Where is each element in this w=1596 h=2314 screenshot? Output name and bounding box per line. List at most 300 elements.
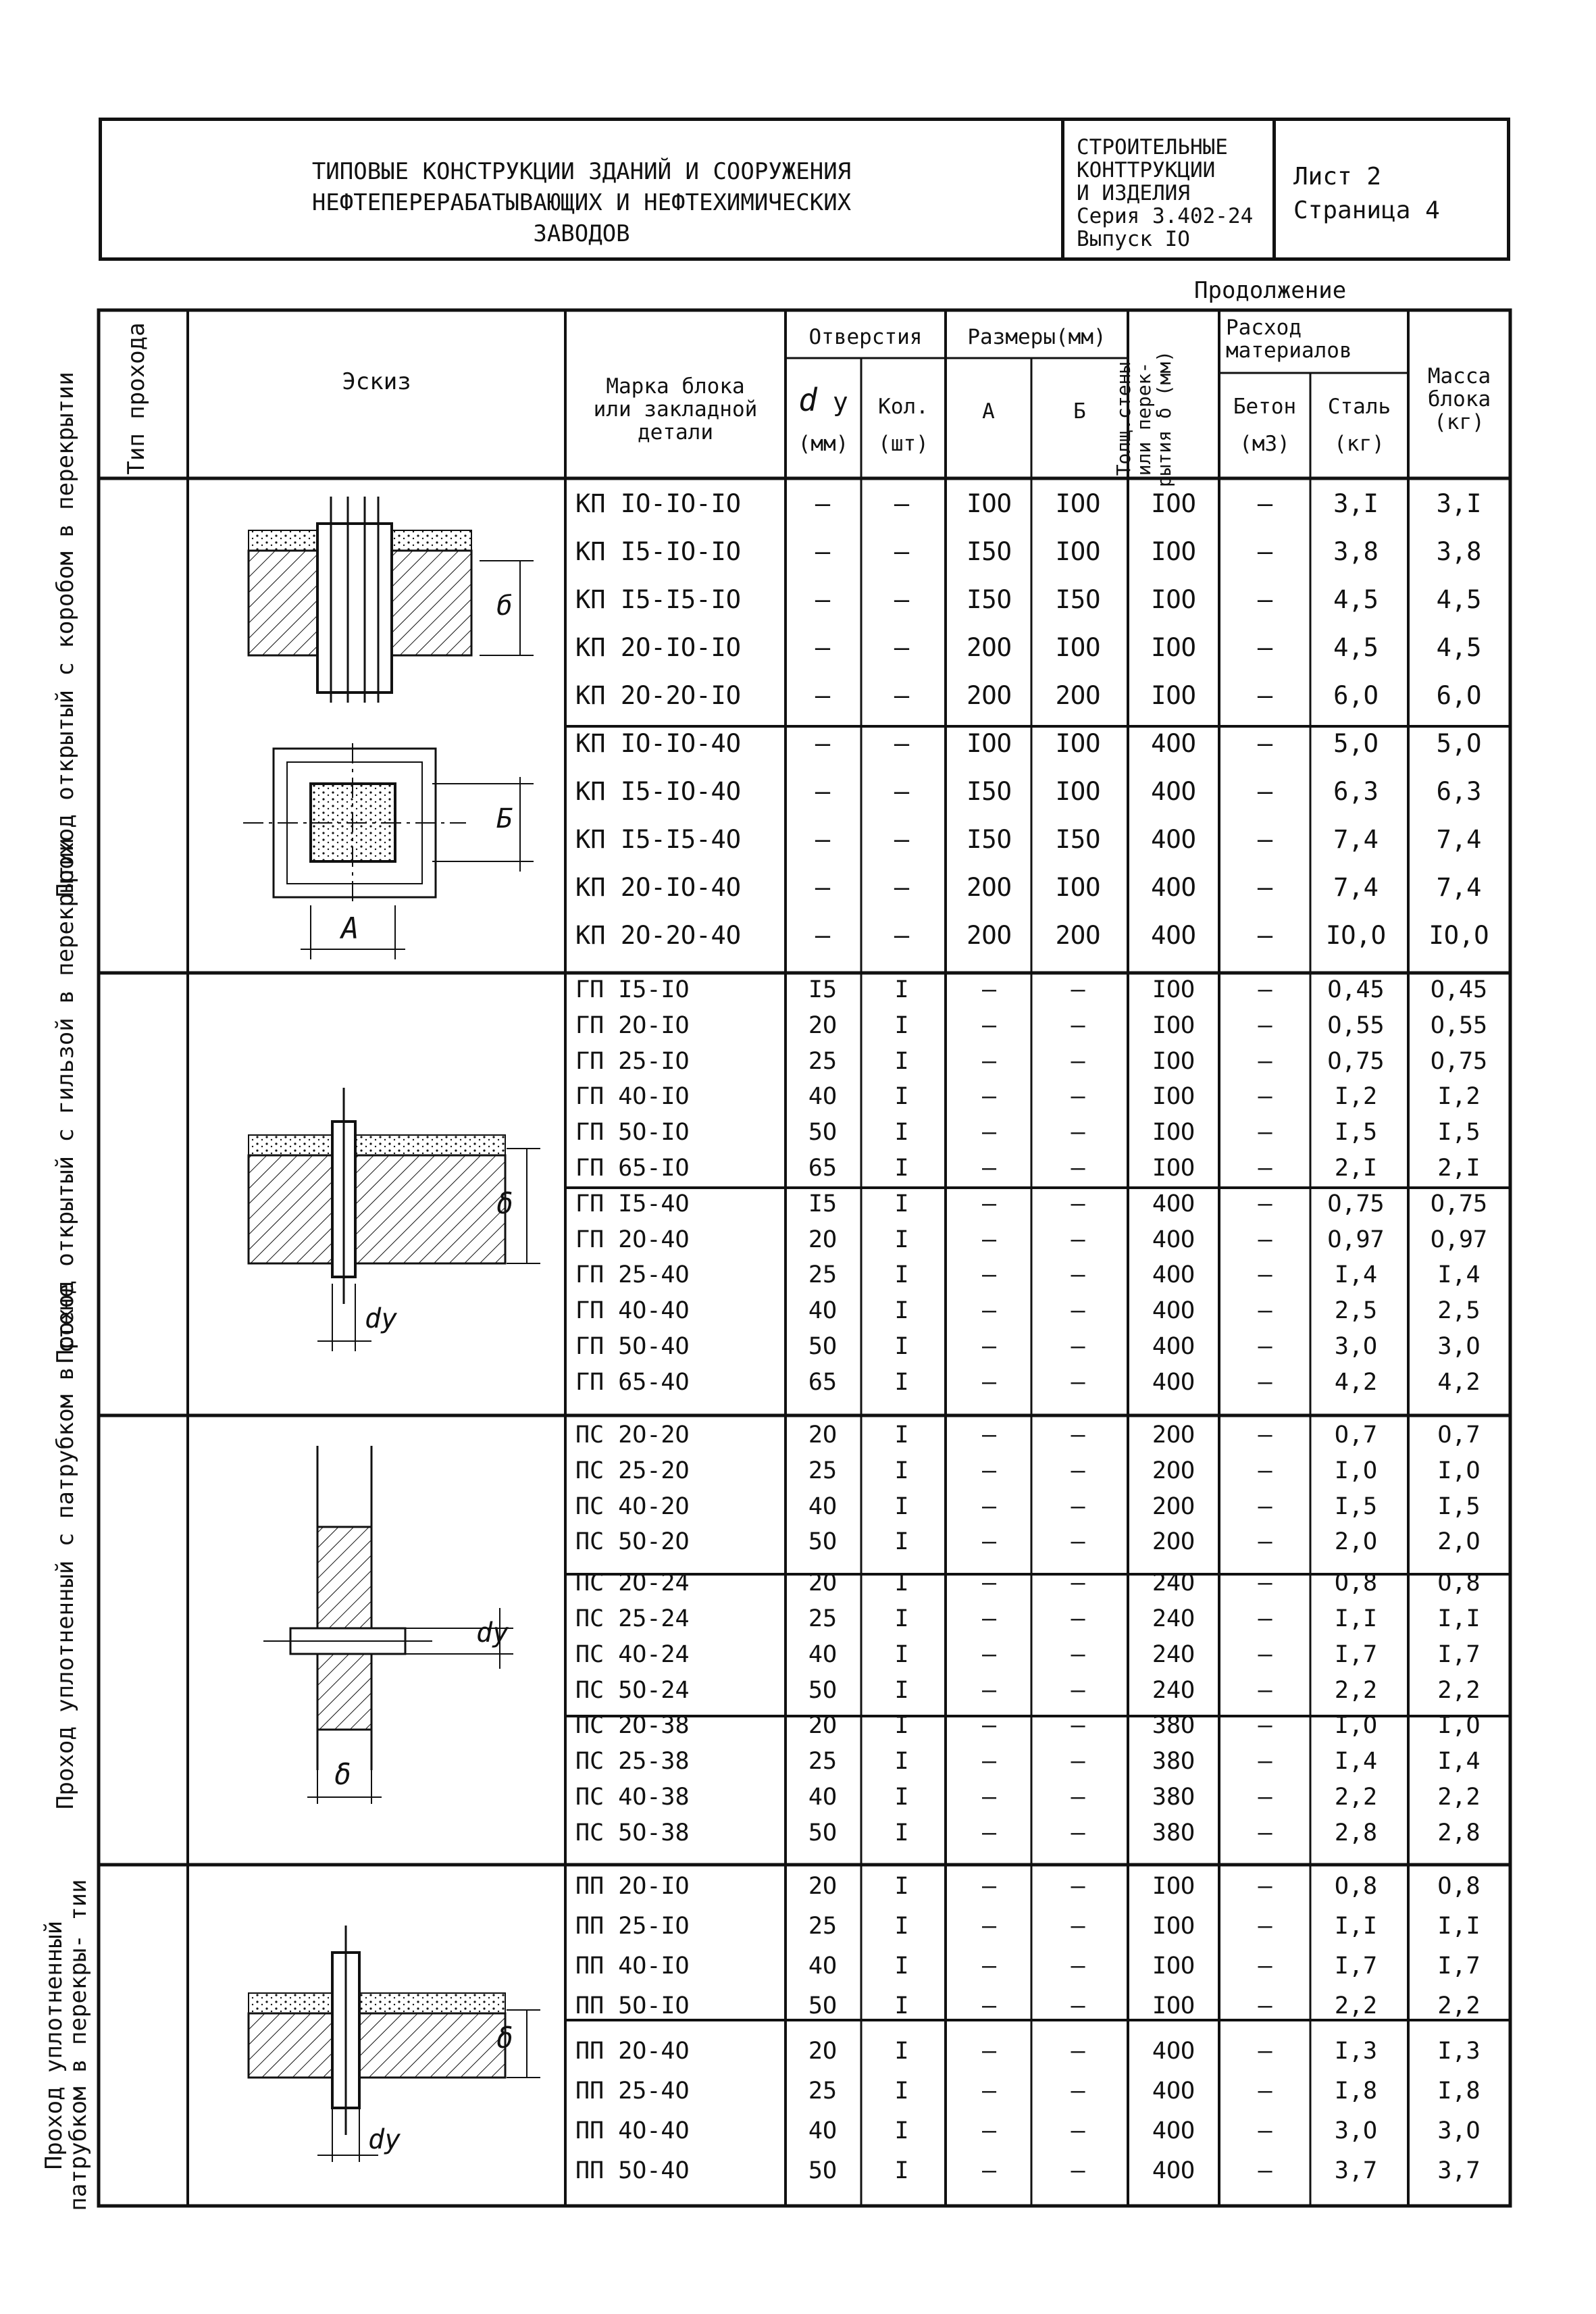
cell-a: –	[981, 1011, 997, 1039]
series-line-4: Серия 3.402-24	[1077, 204, 1254, 228]
cell-mass: O,45	[1430, 976, 1488, 1003]
sheet-number: Лист 2	[1293, 163, 1382, 191]
cell-mark: ПС 25-38	[575, 1748, 690, 1776]
header-dy-symbol: d	[798, 382, 817, 418]
cell-a: –	[981, 1422, 997, 1449]
cell-dy: –	[815, 921, 831, 950]
series-line-5: Выпуск IO	[1077, 227, 1190, 251]
cell-mass: O,8	[1437, 1873, 1481, 1900]
sketch4-dim-delta: δ	[496, 2021, 514, 2055]
cell-b: IOO	[1055, 777, 1101, 806]
cell-beton: –	[1258, 1819, 1272, 1846]
cell-beton: –	[1258, 1190, 1272, 1217]
cell-dy: 2O	[808, 1569, 838, 1597]
header-sketch: Эскиз	[342, 368, 411, 395]
cell-steel: I,O	[1334, 1712, 1378, 1740]
cell-dy: 25	[808, 1047, 838, 1075]
cell-beton: –	[1258, 1457, 1272, 1484]
cell-a: –	[981, 1992, 997, 2019]
cell-mark: ПС 5O-2O	[575, 1528, 690, 1556]
cell-beton: –	[1258, 1873, 1272, 1900]
cell-b: IOO	[1055, 729, 1101, 758]
cell-mark: ПП 4O-4O	[575, 2117, 690, 2144]
cell-wall: IOO	[1152, 1083, 1195, 1111]
cell-beton: –	[1258, 1083, 1272, 1111]
cell-wall: 4OO	[1152, 1333, 1195, 1360]
cell-wall: 4OO	[1152, 1190, 1195, 1217]
cell-a: –	[981, 1492, 997, 1520]
header-kol: Кол.	[878, 395, 929, 419]
cell-mass: 4,5	[1436, 585, 1482, 614]
cell-a: 2OO	[967, 633, 1012, 662]
cell-mark: ГП 2O-4O	[575, 1226, 690, 1253]
cell-b: IOO	[1055, 489, 1101, 518]
header-consumption	[1226, 316, 1352, 362]
cell-kol: –	[894, 537, 910, 566]
cell-steel: 4,2	[1334, 1368, 1378, 1396]
title-line-2: НЕФТЕПЕРЕРАБАТЫВАЮЩИХ И НЕФТЕХИМИЧЕСКИХ	[311, 189, 852, 216]
cell-mark: ГП 2O-IO	[575, 1011, 690, 1039]
header-b: Б	[1073, 399, 1086, 424]
cell-a: –	[981, 1748, 997, 1776]
header-a: А	[982, 399, 995, 424]
cell-mass: I,I	[1437, 1605, 1481, 1632]
cell-mark: ПС 2O-24	[575, 1569, 690, 1597]
cell-b: –	[1071, 976, 1085, 1003]
cell-wall: 24O	[1152, 1569, 1195, 1597]
cell-a: –	[981, 1569, 997, 1597]
cell-mark: ПП 5O-IO	[575, 1992, 690, 2019]
cell-a: 2OO	[967, 921, 1012, 950]
cell-a: 2OO	[967, 681, 1012, 710]
cell-mark: ГП 5O-4O	[575, 1333, 690, 1360]
cell-a: –	[981, 1676, 997, 1704]
cell-wall: IOO	[1152, 1913, 1195, 1940]
cell-a: –	[981, 2117, 997, 2144]
cell-steel: I,5	[1334, 1492, 1378, 1520]
cell-steel: 7,4	[1333, 873, 1379, 902]
cell-wall: 24O	[1152, 1640, 1195, 1668]
cell-wall: IOO	[1152, 1119, 1195, 1147]
cell-beton: –	[1257, 585, 1273, 614]
cell-mark: КП IO-IO-IO	[575, 489, 742, 518]
cell-mass: IO,O	[1428, 921, 1489, 950]
cell-b: –	[1071, 1873, 1085, 1900]
cell-b: –	[1071, 1011, 1085, 1039]
cell-beton: –	[1258, 1226, 1272, 1253]
cell-kol: I	[894, 1368, 909, 1396]
cell-mass: I,5	[1437, 1119, 1481, 1147]
cell-mark: ПС 2O-38	[575, 1712, 690, 1740]
cell-mark: ПП 4O-IO	[575, 1953, 690, 1980]
cell-steel: 2,I	[1334, 1155, 1378, 1182]
cell-mass: O,8	[1437, 1569, 1481, 1597]
cell-mass: 4,5	[1436, 633, 1482, 662]
cell-dy: –	[815, 633, 831, 662]
cell-a: –	[981, 1953, 997, 1980]
cell-steel: 3,O	[1334, 1333, 1378, 1360]
cell-mark: ГП I5-4O	[575, 1190, 690, 1217]
cell-dy: 5O	[808, 1119, 838, 1147]
cell-kol: I	[894, 2157, 909, 2184]
cell-mark: ПС 4O-24	[575, 1640, 690, 1668]
cell-beton: –	[1258, 1261, 1272, 1289]
cell-wall: IOO	[1152, 976, 1195, 1003]
cell-dy: 4O	[808, 1083, 838, 1111]
cell-mass: 2,2	[1437, 1992, 1481, 2019]
cell-b: 2OO	[1055, 921, 1101, 950]
cell-mass: I,O	[1437, 1712, 1481, 1740]
cell-wall: 38O	[1152, 1819, 1195, 1846]
group-type-wall-nozzle: Проход уплотненный с патрубком в стене	[52, 1284, 79, 1809]
sketch2-dim-delta: δ	[496, 1187, 514, 1220]
cell-beton: –	[1258, 1297, 1272, 1325]
cell-a: –	[981, 1873, 997, 1900]
cell-a: –	[981, 1528, 997, 1556]
cell-mass: I,8	[1437, 2078, 1481, 2105]
cell-beton: –	[1258, 1712, 1272, 1740]
cell-dy: 2O	[808, 1226, 838, 1253]
cell-a: –	[981, 1047, 997, 1075]
cell-kol: I	[894, 1748, 909, 1776]
cell-kol: I	[894, 1528, 909, 1556]
header-beton-unit: (м3)	[1239, 432, 1290, 456]
cell-steel: O,75	[1327, 1190, 1385, 1217]
cell-kol: –	[894, 681, 910, 710]
cell-b: I5O	[1055, 585, 1101, 614]
header-dy-sub: у	[832, 387, 848, 417]
cell-dy: 5O	[808, 2157, 838, 2184]
cell-wall: 4OO	[1151, 873, 1196, 902]
cell-mass: I,O	[1437, 1457, 1481, 1484]
cell-beton: –	[1258, 1748, 1272, 1776]
sketch-box-section	[249, 497, 534, 703]
cell-wall: 4OO	[1152, 2157, 1195, 2184]
cell-beton: –	[1258, 1676, 1272, 1704]
cell-beton: –	[1258, 1422, 1272, 1449]
cell-steel: 6,3	[1333, 777, 1379, 806]
cell-mass: O,55	[1430, 1011, 1488, 1039]
cell-steel: O,75	[1327, 1047, 1385, 1075]
cell-wall: 2OO	[1152, 1528, 1195, 1556]
cell-steel: I,4	[1334, 1261, 1378, 1289]
cell-kol: I	[894, 1422, 909, 1449]
cell-beton: –	[1258, 2078, 1272, 2105]
cell-b: –	[1071, 1676, 1085, 1704]
cell-dy: 4O	[808, 1297, 838, 1325]
sketch1-dim-A: А	[341, 911, 359, 946]
cell-dy: 2O	[808, 2038, 838, 2065]
cell-steel: I,4	[1334, 1748, 1378, 1776]
cell-b: –	[1071, 1155, 1085, 1182]
cell-b: I5O	[1055, 825, 1101, 854]
cell-wall: IOO	[1152, 1873, 1195, 1900]
cell-mass: 2,2	[1437, 1784, 1481, 1811]
cell-beton: –	[1258, 1569, 1272, 1597]
cell-b: –	[1071, 1368, 1085, 1396]
cell-b: –	[1071, 2078, 1085, 2105]
cell-kol: I	[894, 976, 909, 1003]
cell-mark: КП 2O-IO-4O	[575, 873, 742, 902]
cell-wall: 4OO	[1152, 2078, 1195, 2105]
cell-kol: –	[894, 921, 910, 950]
cell-mark: ГП 65-4O	[575, 1368, 690, 1396]
cell-wall: 4OO	[1151, 729, 1196, 758]
cell-kol: I	[894, 1873, 909, 1900]
cell-steel: O,45	[1327, 976, 1385, 1003]
cell-mass: 3,O	[1437, 2117, 1481, 2144]
cell-beton: –	[1257, 681, 1273, 710]
cell-b: –	[1071, 1190, 1085, 1217]
cell-dy: 2O	[808, 1011, 838, 1039]
header-mark-line-2: или закладной	[593, 397, 758, 422]
cell-kol: –	[894, 873, 910, 902]
cell-mark: ГП 5O-IO	[575, 1119, 690, 1147]
cell-mark: ПП 2O-IO	[575, 1873, 690, 1900]
cell-mark: КП 2O-2O-4O	[575, 921, 742, 950]
header-wall-line-3: рытия δ (мм)	[1153, 350, 1175, 488]
cell-kol: –	[894, 633, 910, 662]
cell-b: IOO	[1055, 873, 1101, 902]
title-line-1: ТИПОВЫЕ КОНСТРУКЦИИ ЗДАНИЙ И СООРУЖЕНИЯ	[311, 158, 852, 185]
header-consumption-line-1: Расход	[1226, 316, 1302, 340]
cell-mark: ПС 2O-2O	[575, 1422, 690, 1449]
cell-a: –	[981, 2157, 997, 2184]
header-mass	[1408, 365, 1510, 434]
cell-a: –	[981, 1119, 997, 1147]
cell-a: –	[981, 976, 997, 1003]
cell-mass: 7,4	[1436, 873, 1482, 902]
cell-mark: ПС 5O-24	[575, 1676, 690, 1704]
sketch2-dim-dy: dу	[365, 1303, 398, 1334]
cell-dy: 25	[808, 1913, 838, 1940]
cell-a: 2OO	[967, 873, 1012, 902]
cell-wall: IOO	[1152, 1155, 1195, 1182]
cell-mass: 4,2	[1437, 1368, 1481, 1396]
cell-kol: I	[894, 1047, 909, 1075]
cell-dy: 65	[808, 1368, 838, 1396]
header-type: Тип прохода	[123, 322, 150, 475]
header-wall-line-1: Толщ.стены	[1112, 361, 1135, 476]
cell-beton: –	[1258, 1953, 1272, 1980]
cell-beton: –	[1257, 489, 1273, 518]
title-line-3: ЗАВОДОВ	[533, 220, 630, 247]
header-dy	[786, 382, 861, 418]
cell-mass: I,I	[1437, 1913, 1481, 1940]
cell-beton: –	[1258, 1492, 1272, 1520]
page-number: Страница 4	[1293, 197, 1440, 224]
cell-b: –	[1071, 1333, 1085, 1360]
cell-steel: O,8	[1334, 1873, 1378, 1900]
cell-mass: 7,4	[1436, 825, 1482, 854]
cell-mass: O,75	[1430, 1190, 1488, 1217]
header-mass-line-1: Масса	[1427, 364, 1491, 388]
cell-kol: I	[894, 1011, 909, 1039]
cell-beton: –	[1258, 2157, 1272, 2184]
cell-beton: –	[1257, 921, 1273, 950]
cell-dy: 25	[808, 1457, 838, 1484]
cell-mark: ПС 25-24	[575, 1605, 690, 1632]
cell-wall: IOO	[1151, 585, 1196, 614]
cell-b: –	[1071, 1748, 1085, 1776]
cell-dy: 2O	[808, 1712, 838, 1740]
cell-b: –	[1071, 1226, 1085, 1253]
cell-steel: I,I	[1334, 1605, 1378, 1632]
cell-kol: I	[894, 2038, 909, 2065]
cell-wall: IOO	[1152, 1992, 1195, 2019]
cell-steel: I,7	[1334, 1640, 1378, 1668]
cell-dy: 25	[808, 2078, 838, 2105]
cell-a: –	[981, 2038, 997, 2065]
cell-beton: –	[1258, 1784, 1272, 1811]
cell-beton: –	[1258, 1528, 1272, 1556]
cell-kol: I	[894, 1297, 909, 1325]
cell-beton: –	[1257, 873, 1273, 902]
header-beton: Бетон	[1233, 395, 1297, 419]
cell-dy: 4O	[808, 1492, 838, 1520]
cell-steel: I,5	[1334, 1119, 1378, 1147]
cell-a: –	[981, 1083, 997, 1111]
cell-b: –	[1071, 1992, 1085, 2019]
cell-wall: 38O	[1152, 1712, 1195, 1740]
cell-b: –	[1071, 1784, 1085, 1811]
cell-steel: I,I	[1334, 1913, 1378, 1940]
cell-steel: I,3	[1334, 2038, 1378, 2065]
cell-steel: 3,O	[1334, 2117, 1378, 2144]
cell-mass: 6,3	[1436, 777, 1482, 806]
cell-a: IOO	[967, 489, 1012, 518]
cell-kol: I	[894, 2078, 909, 2105]
cell-steel: O,55	[1327, 1011, 1385, 1039]
cell-dy: 25	[808, 1261, 838, 1289]
cell-dy: 5O	[808, 1676, 838, 1704]
cell-beton: –	[1258, 976, 1272, 1003]
cell-beton: –	[1258, 1333, 1272, 1360]
cell-kol: I	[894, 1569, 909, 1597]
cell-kol: I	[894, 1953, 909, 1980]
cell-mark: ПС 25-2O	[575, 1457, 690, 1484]
cell-mark: ПС 4O-38	[575, 1784, 690, 1811]
cell-b: –	[1071, 1913, 1085, 1940]
cell-b: –	[1071, 1640, 1085, 1668]
cell-mark: ПП 5O-4O	[575, 2157, 690, 2184]
cell-a: –	[981, 1333, 997, 1360]
cell-wall: 24O	[1152, 1605, 1195, 1632]
group-type-slab-nozzle: Проход уплотненный патрубком в перекры- тии	[41, 1879, 92, 2211]
cell-wall: IOO	[1151, 633, 1196, 662]
header-wall-line-2: или перек-	[1133, 361, 1155, 476]
cell-a: –	[981, 1605, 997, 1632]
cell-a: –	[981, 1226, 997, 1253]
cell-a: –	[981, 1819, 997, 1846]
cell-a: I5O	[967, 777, 1012, 806]
cell-dy: 4O	[808, 1640, 838, 1668]
cell-kol: I	[894, 1913, 909, 1940]
group-type-sleeve: Проход открытый с гильзой в перекрытии	[52, 838, 79, 1363]
cell-dy: –	[815, 777, 831, 806]
cell-mass: I,4	[1437, 1748, 1481, 1776]
cell-steel: O,97	[1327, 1226, 1385, 1253]
cell-dy: –	[815, 681, 831, 710]
header-wall	[1114, 338, 1187, 500]
series-line-1: СТРОИТЕЛЬНЫЕ	[1077, 135, 1228, 159]
cell-a: –	[981, 1261, 997, 1289]
cell-mark: КП I5-I5-IO	[575, 585, 742, 614]
cell-steel: I,7	[1334, 1953, 1378, 1980]
cell-wall: IOO	[1151, 537, 1196, 566]
cell-dy: I5	[808, 1190, 838, 1217]
cell-steel: 6,O	[1333, 681, 1379, 710]
cell-steel: I,O	[1334, 1457, 1378, 1484]
cell-dy: 5O	[808, 1992, 838, 2019]
cell-mass: I,4	[1437, 1261, 1481, 1289]
cell-mark: КП I5-I5-4O	[575, 825, 742, 854]
cell-mark: ГП 65-IO	[575, 1155, 690, 1182]
header-mass-line-3: (кг)	[1434, 410, 1485, 434]
cell-kol: –	[894, 729, 910, 758]
cell-steel: 3,8	[1333, 537, 1379, 566]
cell-steel: 4,5	[1333, 633, 1379, 662]
cell-kol: I	[894, 1226, 909, 1253]
cell-mass: O,75	[1430, 1047, 1488, 1075]
cell-b: –	[1071, 1528, 1085, 1556]
cell-dy: 25	[808, 1748, 838, 1776]
cell-b: –	[1071, 2117, 1085, 2144]
cell-wall: IOO	[1151, 489, 1196, 518]
cell-mark: КП IO-IO-4O	[575, 729, 742, 758]
cell-beton: –	[1258, 1605, 1272, 1632]
cell-mark: ГП 4O-4O	[575, 1297, 690, 1325]
continuation-label: Продолжение	[1194, 277, 1347, 304]
cell-beton: –	[1258, 1119, 1272, 1147]
header-steel-unit: (кг)	[1334, 432, 1385, 456]
cell-mark: КП I5-IO-IO	[575, 537, 742, 566]
cell-beton: –	[1258, 2038, 1272, 2065]
cell-mass: 3,7	[1437, 2157, 1481, 2184]
series-line-3: И ИЗДЕЛИЯ	[1077, 181, 1190, 205]
header-sizes: Размеры(мм)	[967, 325, 1106, 349]
cell-wall: 4OO	[1152, 1297, 1195, 1325]
cell-mass: O,7	[1437, 1422, 1481, 1449]
cell-mass: 3,8	[1436, 537, 1482, 566]
cell-steel: 2,5	[1334, 1297, 1378, 1325]
header-mark	[565, 375, 786, 444]
cell-a: IOO	[967, 729, 1012, 758]
cell-a: –	[981, 1368, 997, 1396]
cell-mass: 6,O	[1436, 681, 1482, 710]
sketch4-dim-dy: dу	[368, 2124, 401, 2155]
cell-wall: IOO	[1152, 1011, 1195, 1039]
cell-mark: ПП 25-IO	[575, 1913, 690, 1940]
cell-wall: 2OO	[1152, 1457, 1195, 1484]
cell-beton: –	[1258, 1992, 1272, 2019]
cell-wall: 2OO	[1152, 1422, 1195, 1449]
cell-beton: –	[1258, 1011, 1272, 1039]
cell-dy: –	[815, 729, 831, 758]
cell-a: I5O	[967, 537, 1012, 566]
cell-dy: 5O	[808, 1333, 838, 1360]
cell-mark: ПС 5O-38	[575, 1819, 690, 1846]
cell-kol: I	[894, 1119, 909, 1147]
cell-mark: ГП 4O-IO	[575, 1083, 690, 1111]
cell-beton: –	[1257, 825, 1273, 854]
cell-kol: I	[894, 1605, 909, 1632]
cell-kol: –	[894, 825, 910, 854]
cell-wall: 24O	[1152, 1676, 1195, 1704]
cell-b: –	[1071, 1712, 1085, 1740]
cell-b: –	[1071, 2157, 1085, 2184]
sketch3-dim-delta: δ	[334, 1758, 352, 1791]
